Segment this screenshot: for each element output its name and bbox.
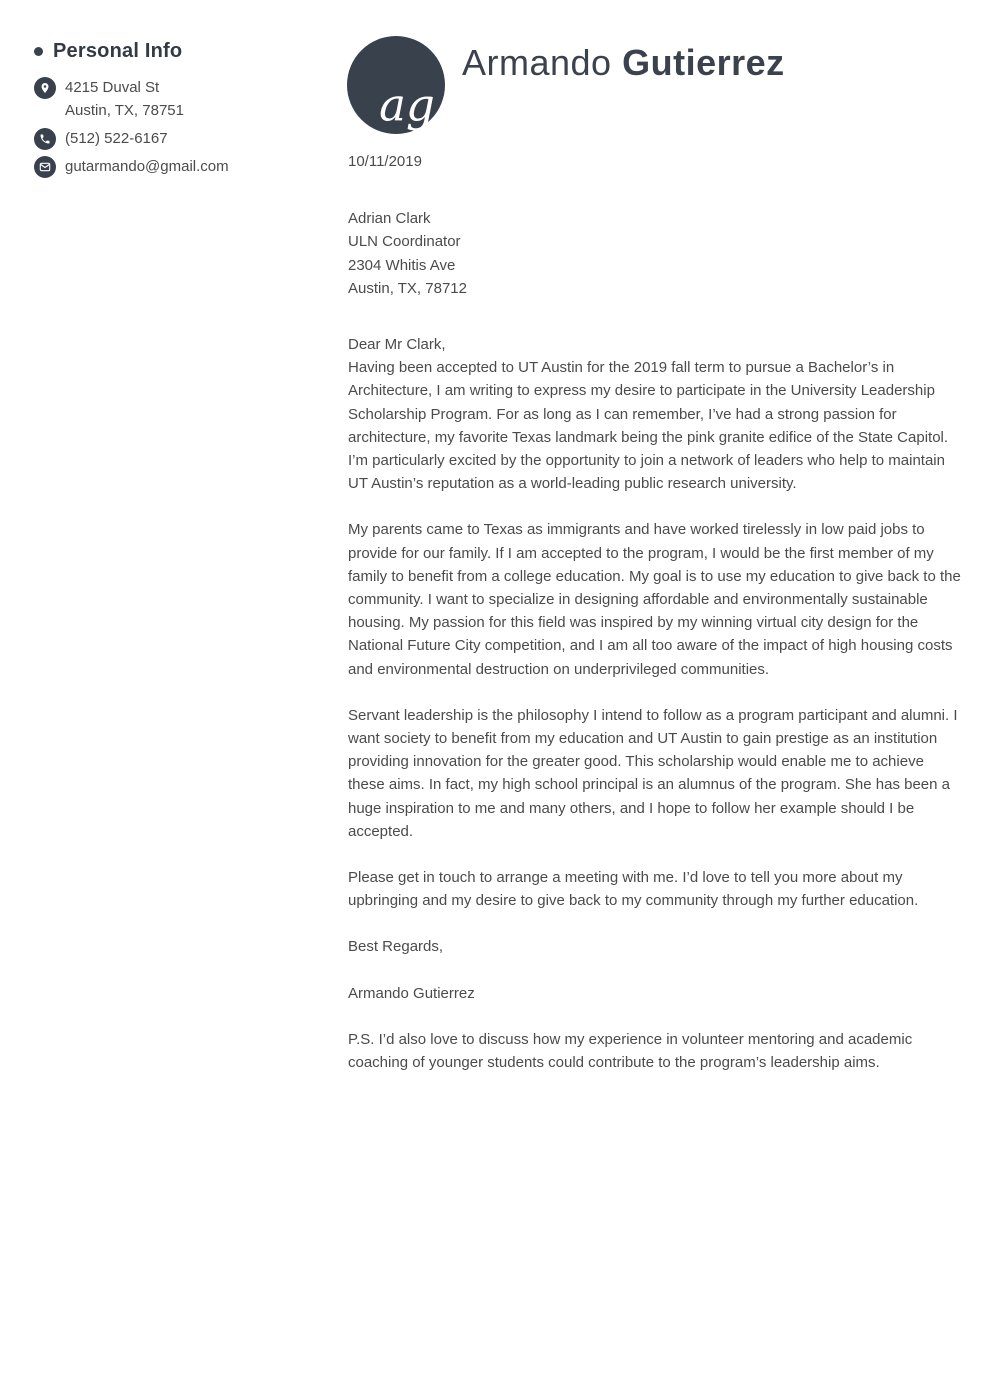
last-name: Gutierrez [622,42,785,83]
first-name: Armando [462,42,612,83]
paragraph-3: Servant leadership is the philosophy I intend to follow as a program participant and alumni. I want society to benefit from my education and UT Austin to gain prestige as an institution providing innovation for the greater good. This scholarship would enable me to achieve these aims. In fact, my high school principal is an alumnus of the program. She has been a huge inspiration to me and many others, and I hope to follow her example should I be accepted. [348,706,958,840]
bullet-icon [34,47,43,56]
phone-number: (512) 522-6167 [65,130,168,147]
phone-icon [34,128,56,150]
closing: Best Regards, [348,938,444,956]
recipient-title: ULN Coordinator [348,233,461,251]
location-pin-icon [34,77,56,99]
paragraph-2: My parents came to Texas as immigrants and have worked tirelessly in low paid jobs to provide for our family. If I am accepted to the program, I would be the first member of my family to benefit from a college education. My goal is to use my education to give back to the community. I want to specialize in designing affordable and environmentally sustainable housing. My passion for this field was inspired by my winning virtual city design for the National Future City competition, and I am all too aware of the impact of high housing costs and environmental destruction on underprivileged communities. [348,521,961,678]
salutation: Dear Mr Clark, [348,336,446,354]
address-lines [65,76,184,122]
contact-address [34,76,184,122]
personal-info-title: Personal Info [53,40,183,62]
contact-email [34,155,229,178]
email-icon [34,156,56,178]
monogram-initials: ag [379,78,435,132]
recipient-block [348,207,964,300]
page-title [462,42,785,84]
recipient-name: Adrian Clark [348,210,431,228]
personal-info-heading [34,40,182,63]
letter-body [348,150,964,1074]
postscript: P.S. I’d also love to discuss how my experience in volunteer mentoring and academic coaching of younger students could contribute to the program’s leadership aims. [348,1030,913,1072]
address-line-2: Austin, TX, 78751 [65,102,184,119]
email-address: gutarmando@gmail.com [65,158,229,175]
avatar [347,36,445,134]
contact-phone [34,127,168,150]
signature: Armando Gutierrez [348,984,475,1002]
paragraph-1: Having been accepted to UT Austin for the 2019 fall term to pursue a Bachelor’s in Architecture, I am writing to express my desire to participate in the University Leadership Scholarship Program. For as long as I can remember, I’ve had a strong passion for architecture, my favorite Texas landmark being the pink granite edifice of the State Capitol. I’m particularly excited by the opportunity to join a network of leaders who help to maintain UT Austin’s reputation as a world-leading public research university. [348,359,949,493]
paragraph-4: Please get in touch to arrange a meeting with me. I’d love to tell you more about my upbringing and my desire to give back to my community through my further education. [348,869,919,910]
recipient-street: 2304 Whitis Ave [348,256,456,274]
letter-date: 10/11/2019 [348,153,422,170]
recipient-city: Austin, TX, 78712 [348,279,467,297]
address-line-1: 4215 Duval St [65,79,160,96]
